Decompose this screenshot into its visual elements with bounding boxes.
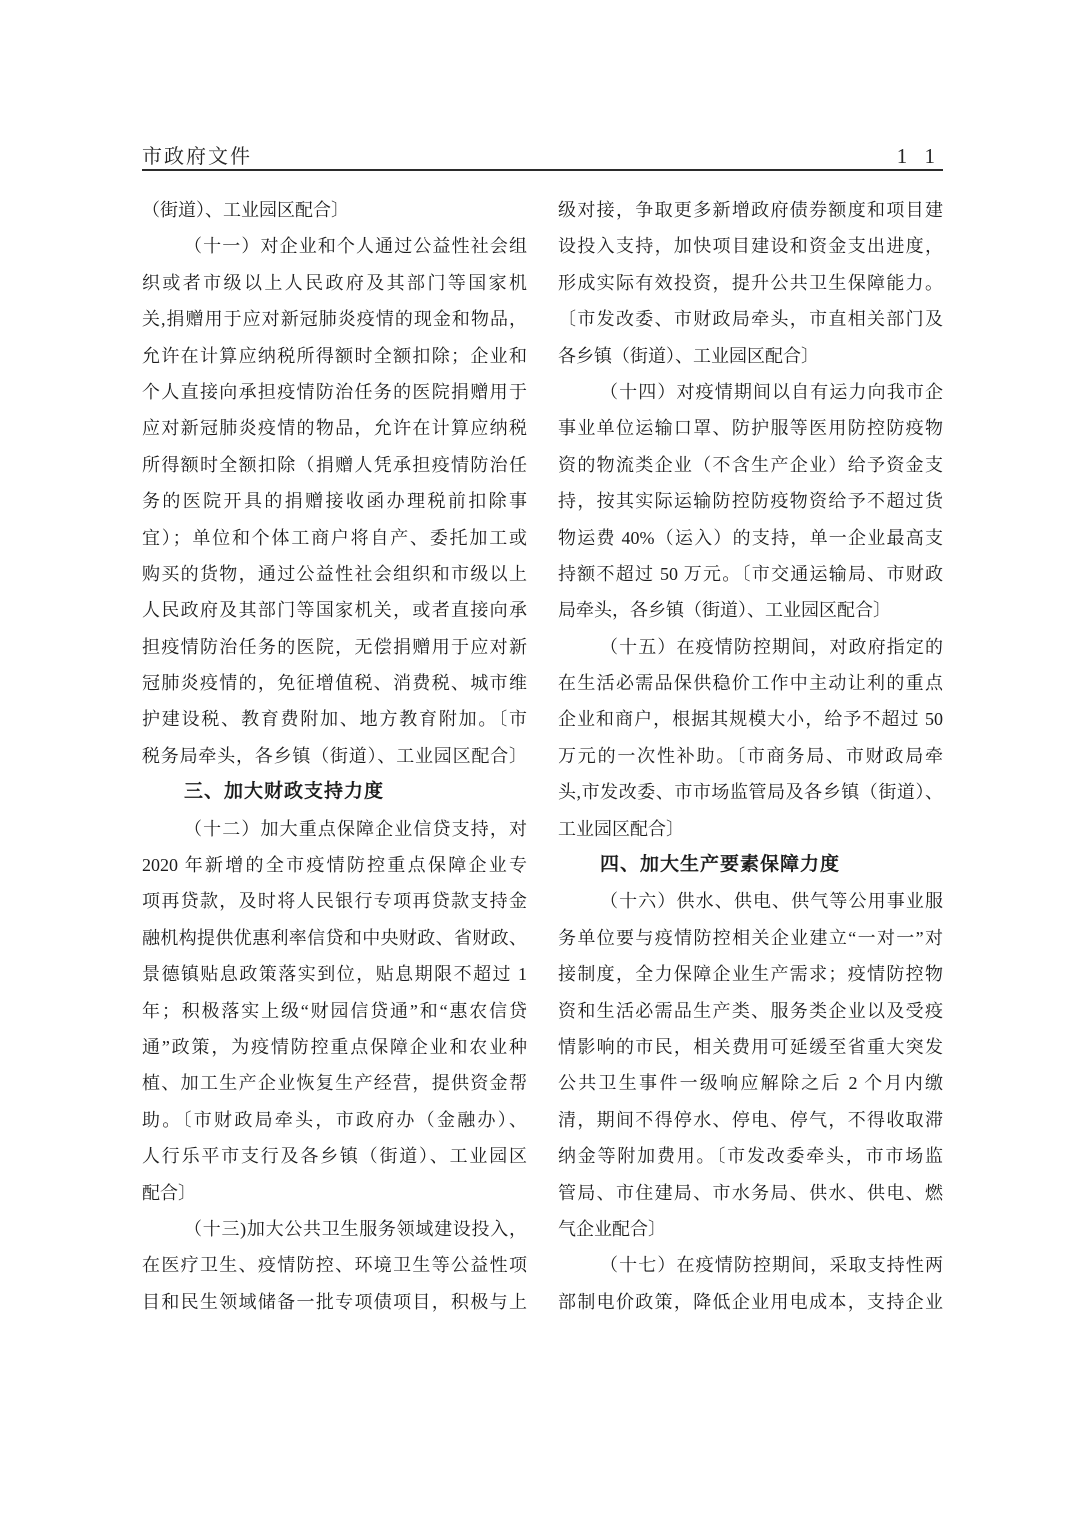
text-line: （十五）在疫情防控期间，对政府指定的	[600, 636, 943, 657]
text-line: 护建设税、教育费附加、地方教育附加。〔市	[142, 709, 527, 730]
text-line: 冠肺炎疫情的，免征增值税、消费税、城市维	[142, 673, 527, 694]
text-line: （十二）加大重点保障企业信贷支持，对	[184, 818, 527, 839]
text-line: 设投入支持，加快项目建设和资金支出进度，	[558, 236, 943, 257]
text-line: 各乡镇（街道）、工业园区配合〕	[558, 345, 819, 366]
text-line: 织或者市级以上人民政府及其部门等国家机	[142, 272, 527, 293]
text-line: 情影响的市民，相关费用可延缓至省重大突发	[558, 1036, 943, 1057]
page-header	[142, 140, 943, 169]
text-line: 公共卫生事件一级响应解除之后 2 个月内缴	[558, 1073, 943, 1094]
header-rule	[142, 169, 943, 171]
text-line: 纳金等附加费用。〔市发改委牵头，市市场监	[558, 1146, 943, 1167]
text-line: 应对新冠肺炎疫情的物品，允许在计算应纳税	[142, 418, 527, 439]
text-line: 在生活必需品保供稳价工作中主动让利的重点	[558, 673, 943, 694]
text-line: 配合〕	[142, 1182, 196, 1203]
text-line: （十一）对企业和个人通过公益性社会组	[184, 236, 527, 257]
text-line: 局牵头，各乡镇（街道）、工业园区配合〕	[558, 600, 891, 621]
text-line: 植、加工生产企业恢复生产经营，提供资金帮	[142, 1073, 527, 1094]
text-line: 〔市发改委、市财政局牵头，市直相关部门及	[558, 309, 943, 330]
text-line: 级对接，争取更多新增政府债券额度和项目建	[558, 200, 943, 220]
right-column	[558, 192, 943, 1320]
text-line: 工业园区配合〕	[558, 818, 684, 839]
text-line: （街道）、工业园区配合〕	[142, 200, 349, 220]
left-column	[142, 192, 527, 1320]
text-line: 企业和商户，根据其规模大小，给予不超过 50	[558, 709, 943, 730]
text-line: 万元的一次性补助。〔市商务局、市财政局牵	[558, 745, 943, 766]
text-line: 资和生活必需品生产类、服务类企业以及受疫	[558, 1000, 943, 1021]
text-line: 通”政策，为疫情防控重点保障企业和农业种	[142, 1036, 527, 1057]
text-line: （十七）在疫情防控期间，采取支持性两	[600, 1255, 943, 1276]
text-line: 2020 年新增的全市疫情防控重点保障企业专	[142, 855, 527, 876]
text-line: （十六）供水、供电、供气等公用事业服	[600, 891, 943, 912]
text-line: 物运费 40%（运入）的支持，单一企业最高支	[558, 527, 943, 548]
text-line: 接制度，全力保障企业生产需求；疫情防控物	[558, 964, 943, 985]
text-line: 在医疗卫生、疫情防控、环境卫生等公益性项	[142, 1255, 527, 1276]
text-line: 气企业配合〕	[558, 1218, 666, 1239]
text-line: 宜）；单位和个体工商户将自产、委托加工或	[142, 527, 527, 548]
section-heading: 四、加大生产要素保障力度	[600, 854, 841, 876]
text-line: （十四）对疫情期间以自有运力向我市企	[600, 381, 943, 402]
text-line: 事业单位运输口罩、防护服等医用防控防疫物	[558, 418, 943, 439]
text-line: 税务局牵头，各乡镇（街道）、工业园区配合〕	[142, 745, 527, 766]
text-line: 管局、市住建局、市水务局、供水、供电、燃	[558, 1182, 943, 1203]
text-line: 景德镇贴息政策落实到位，贴息期限不超过 1	[142, 964, 527, 985]
text-line: （十三)加大公共卫生服务领域建设投入，	[184, 1218, 527, 1239]
text-line: 清，期间不得停水、停电、停气，不得收取滞	[558, 1109, 943, 1130]
text-line: 务单位要与疫情防控相关企业建立“一对一”对	[558, 927, 943, 948]
text-line: 所得额时全额扣除（捐赠人凭承担疫情防治任	[142, 454, 527, 475]
text-line: 务的医院开具的捐赠接收函办理税前扣除事	[142, 491, 527, 512]
text-line: 资的物流类企业（不含生产企业）给予资金支	[558, 454, 943, 475]
text-line: 目和民生领域储备一批专项债项目，积极与上	[142, 1291, 527, 1312]
text-line: 人民政府及其部门等国家机关，或者直接向承	[142, 600, 527, 621]
text-line: 个人直接向承担疫情防治任务的医院捐赠用于	[142, 381, 527, 402]
text-line: 项再贷款，及时将人民银行专项再贷款支持金	[142, 891, 527, 912]
text-line: 助。〔市财政局牵头，市政府办（金融办）、	[142, 1109, 527, 1130]
text-line: 允许在计算应纳税所得额时全额扣除；企业和	[142, 345, 527, 366]
section-heading: 三、加大财政支持力度	[184, 781, 385, 803]
text-line: 头,市发改委、市市场监管局及各乡镇（街道）、	[558, 782, 943, 803]
text-line: 关,捐赠用于应对新冠肺炎疫情的现金和物品，	[142, 309, 527, 330]
text-line: 人行乐平市支行及各乡镇（街道）、工业园区	[142, 1146, 527, 1167]
text-line: 购买的货物，通过公益性社会组织和市级以上	[142, 563, 527, 584]
text-line: 融机构提供优惠利率信贷和中央财政、省财政、	[142, 927, 527, 948]
text-line: 担疫情防治任务的医院，无偿捐赠用于应对新	[142, 636, 527, 657]
text-columns	[142, 192, 943, 1320]
text-line: 部制电价政策，降低企业用电成本，支持企业	[558, 1291, 943, 1312]
text-line: 形成实际有效投资，提升公共卫生保障能力。	[558, 272, 943, 293]
header-section-label: 市政府文件	[142, 146, 252, 168]
header-page-number: 1 1	[896, 144, 941, 168]
text-line: 持，按其实际运输防控防疫物资给予不超过货	[558, 491, 943, 512]
text-line: 持额不超过 50 万元。〔市交通运输局、市财政	[558, 563, 943, 584]
text-line: 年；积极落实上级“财园信贷通”和“惠农信贷	[142, 1000, 527, 1021]
